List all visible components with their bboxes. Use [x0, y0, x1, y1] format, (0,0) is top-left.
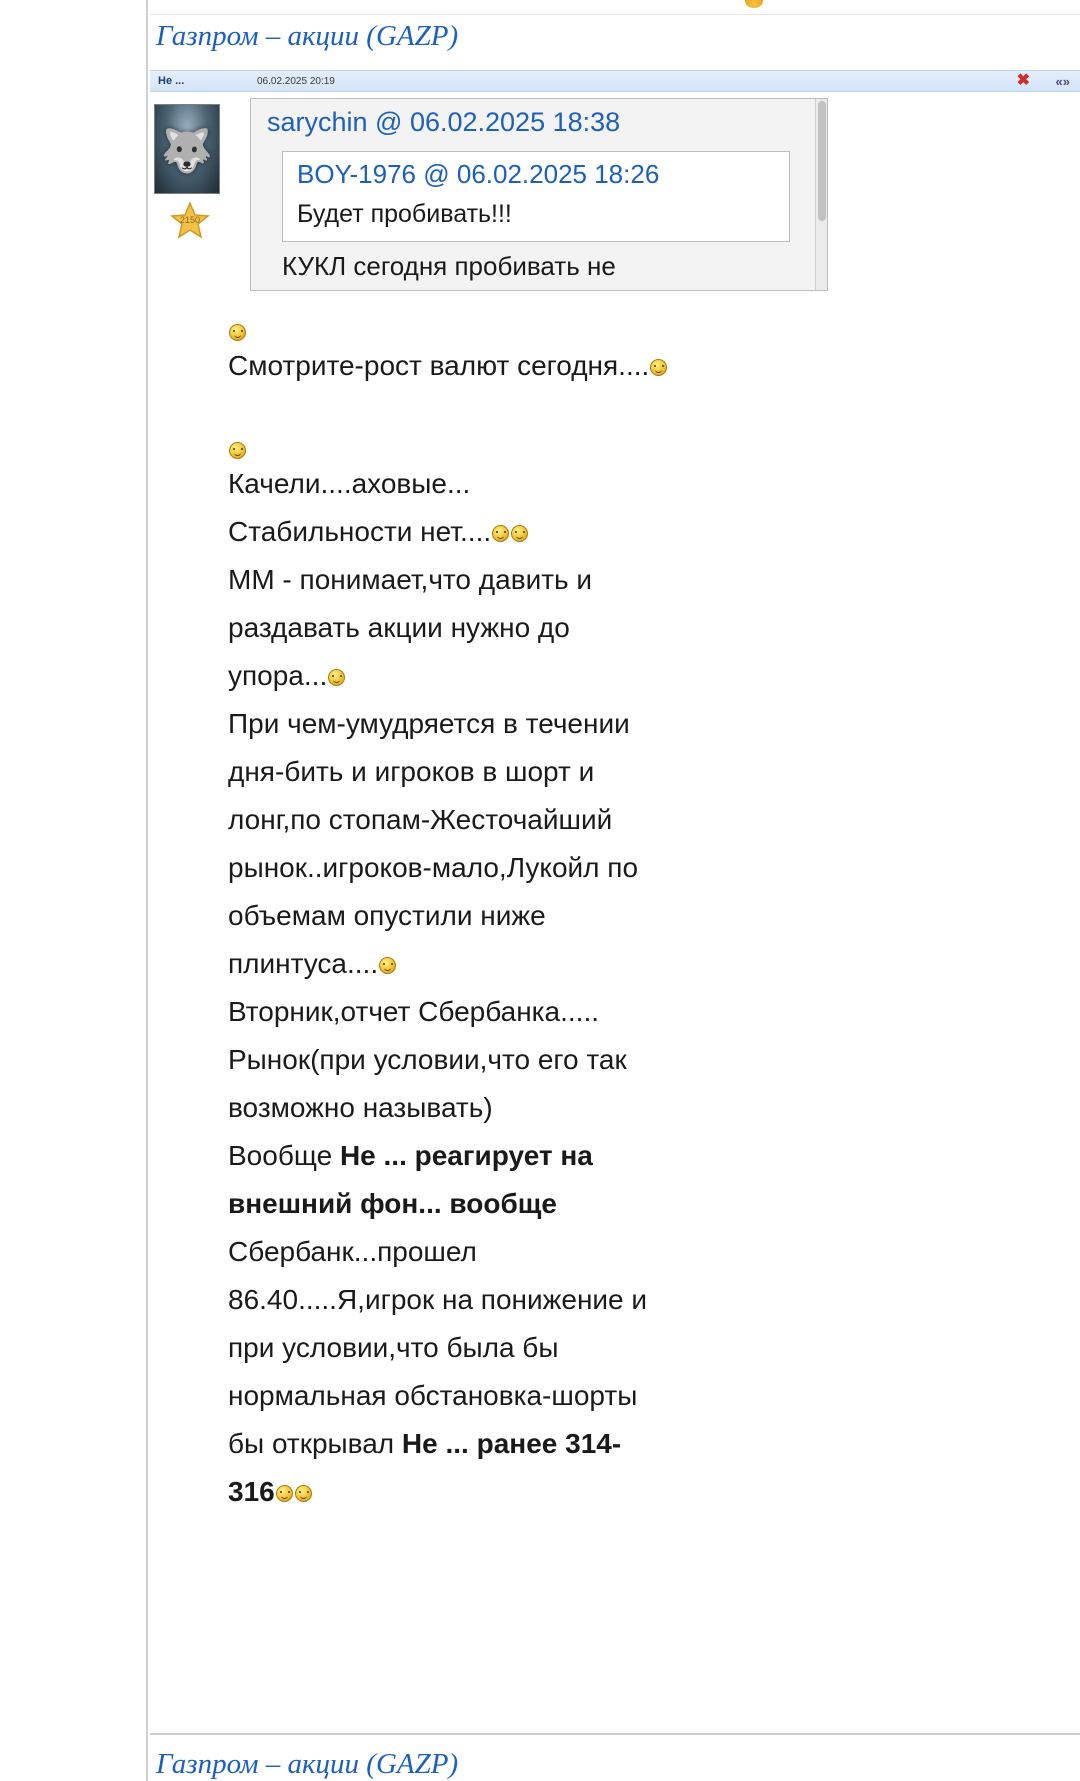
body-line-text: рынок..игроков-мало,Лукойл по: [228, 852, 639, 883]
smiley-icon: [492, 525, 509, 542]
body-line-text: плинтуса....: [228, 948, 379, 979]
quote-scrollbar-thumb[interactable]: [818, 101, 826, 221]
smiley-icon: [379, 957, 396, 974]
body-line: [228, 1036, 928, 1084]
smiley-icon: [650, 359, 667, 376]
body-line: [228, 988, 928, 1036]
body-line: [228, 1180, 928, 1228]
body-line-text: При чем-умудряется в течении: [228, 708, 630, 739]
body-line: [228, 556, 928, 604]
body-line: [228, 892, 928, 940]
body-line-bold: Не ... реагирует на: [339, 1140, 593, 1171]
quote-scrollbar[interactable]: [815, 99, 827, 291]
post-header-bar: [150, 70, 1080, 92]
body-line: [228, 844, 928, 892]
body-line: [228, 940, 928, 988]
body-line: [228, 604, 928, 652]
body-line: [228, 652, 928, 700]
post-divider: [150, 1733, 1080, 1735]
body-line: [228, 342, 928, 390]
body-line-text: Качели....аховые...: [228, 468, 471, 499]
quote-author-outer[interactable]: sarychin @ 06.02.2025 18:38: [267, 107, 621, 137]
body-line: [228, 1276, 928, 1324]
quote-text-inner: Будет пробивать!!!: [297, 200, 512, 228]
smiley-icon: [229, 442, 246, 459]
quote-block-outer: [250, 98, 828, 291]
blank-line: [228, 390, 928, 438]
body-line-text: нормальная обстановка-шорты: [228, 1380, 638, 1411]
body-line-text: возможно называть): [228, 1092, 493, 1123]
body-line-bold: внешний фон... вообще: [228, 1188, 557, 1219]
quote-icon[interactable]: «»: [1055, 74, 1070, 89]
body-line: [228, 460, 928, 508]
body-line: [228, 796, 928, 844]
body-line: [228, 1468, 928, 1516]
body-line-text: 86.40.....Я,игрок на понижение и: [228, 1284, 648, 1315]
body-line-text: Вторник,отчет Сбербанка.....: [228, 996, 599, 1027]
avatar[interactable]: [154, 104, 220, 194]
emoji-line: [228, 438, 928, 460]
page-title-bottom[interactable]: Газпром – акции (GAZP): [156, 1748, 459, 1780]
page-title[interactable]: Газпром – акции (GAZP): [156, 20, 459, 52]
body-line: [228, 508, 928, 556]
body-line-bold: 316: [228, 1476, 275, 1507]
post-author[interactable]: Не ...: [158, 75, 185, 87]
post-content-column: [150, 0, 1080, 1781]
wolf-icon: 🐺: [160, 126, 214, 174]
body-line-text: лонг,по стопам-Жесточайший: [228, 804, 613, 835]
left-gutter: [0, 0, 148, 1781]
smiley-icon: [229, 324, 246, 341]
body-line: [228, 1084, 928, 1132]
post-date: 06.02.2025 20:19: [257, 76, 335, 87]
body-line-text: ММ - понимает,что давить и: [228, 564, 593, 595]
body-line-text: упора...: [228, 660, 328, 691]
body-line-text: Стабильности нет....: [228, 516, 492, 547]
body-line: [228, 700, 928, 748]
body-line: [228, 748, 928, 796]
quote-text-outer: КУКЛ сегодня пробивать не: [282, 251, 616, 281]
gutter-divider: [146, 0, 148, 1781]
body-line: [228, 1420, 928, 1468]
body-line: [228, 1228, 928, 1276]
body-line-text: Сбербанк...прошел: [228, 1236, 477, 1267]
body-line-text: при условии,что была бы: [228, 1332, 559, 1363]
body-line-text: дня-бить и игроков в шорт и: [228, 756, 595, 787]
post-body: [228, 320, 928, 1516]
body-line-text: бы открывал: [228, 1428, 402, 1459]
quote-author-inner[interactable]: BOY-1976 @ 06.02.2025 18:26: [297, 159, 660, 189]
body-line: [228, 1372, 928, 1420]
smiley-icon: [328, 669, 345, 686]
close-icon[interactable]: ✖: [1016, 72, 1030, 89]
emoji-line: [228, 320, 928, 342]
body-line-text: Смотрите-рост валют сегодня....: [228, 350, 650, 381]
body-line-text: раздавать акции нужно до: [228, 612, 570, 643]
body-line-bold: Не ... ранее 314-: [401, 1428, 622, 1459]
quote-block-inner: [282, 151, 790, 242]
smiley-icon: [511, 525, 528, 542]
body-line: [228, 1324, 928, 1372]
body-line-text: Вообще: [228, 1140, 340, 1171]
smiley-icon: [295, 1485, 312, 1502]
rank-number: 2150: [179, 215, 201, 225]
body-line-text: объемам опустили ниже: [228, 900, 546, 931]
smiley-icon: [276, 1485, 293, 1502]
body-line-text: Рынок(при условии,что его так: [228, 1044, 627, 1075]
top-cropped-strip: [150, 0, 1080, 15]
avatar-block: [154, 104, 224, 225]
rank-star-icon: [170, 202, 210, 240]
clipped-smiley-icon: [745, 0, 763, 8]
body-line: [228, 1132, 928, 1180]
